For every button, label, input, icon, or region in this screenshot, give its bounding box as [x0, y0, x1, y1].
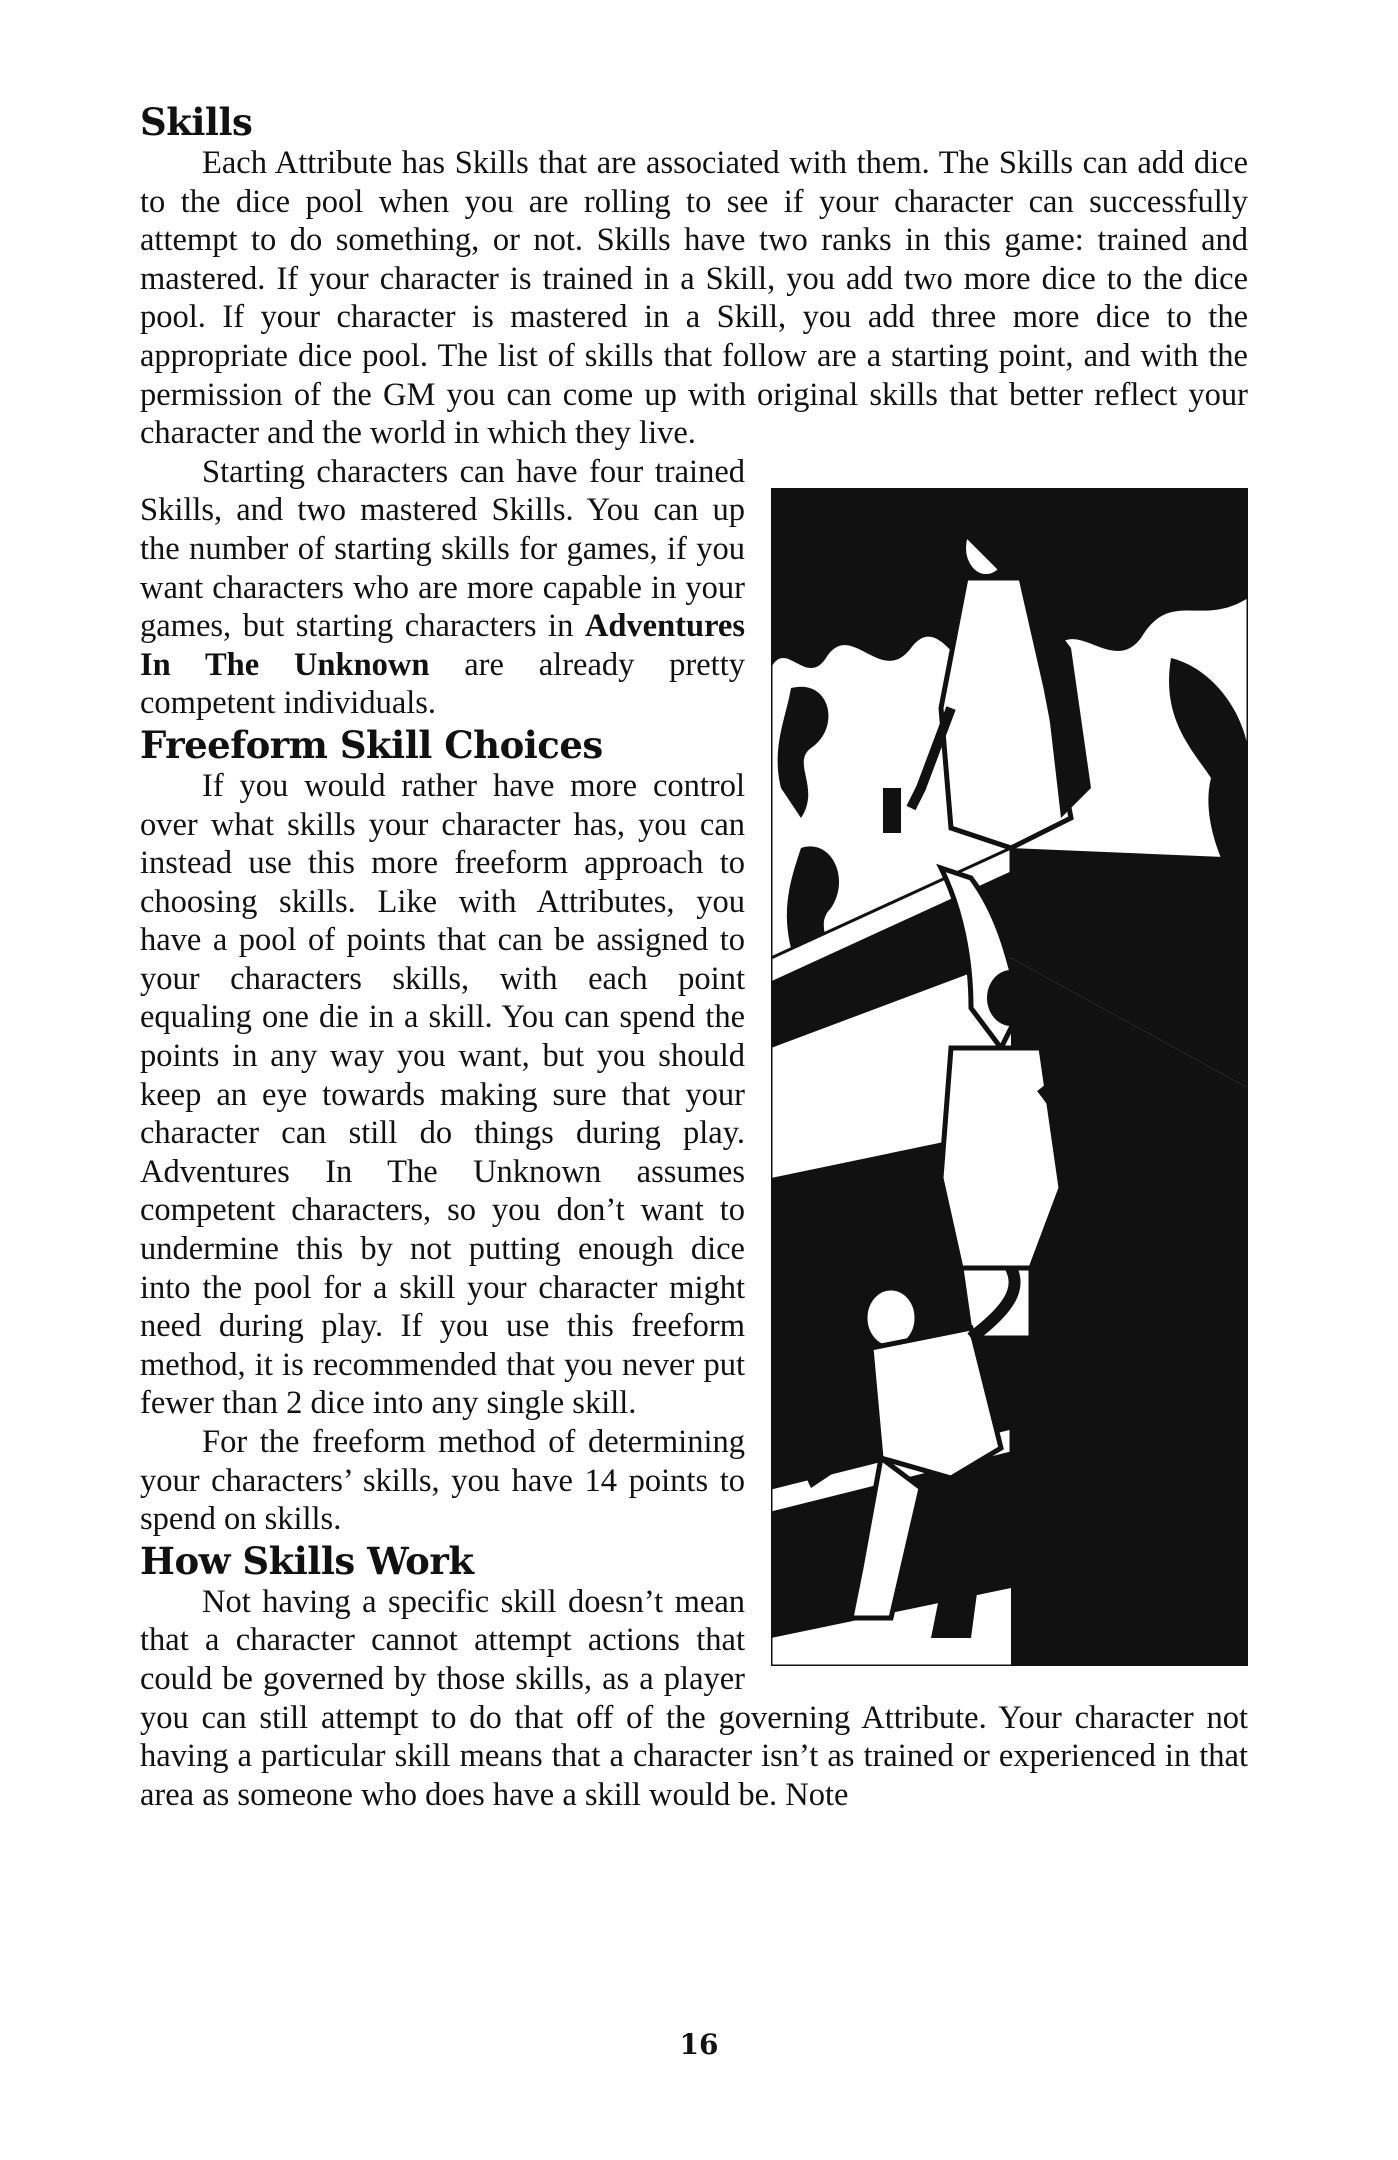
how-skills-work-paragraph: Not having a specific skill doesn’t mean that a character cannot attempt actions that could be governed by those skills, as a player you can still attempt to do that off of the governing Attribute. Your character not having a particular skill means that a character isn’t as trained or experienced in that area as someone who does have a skill would be. Note: [140, 1583, 1248, 1813]
freeform-paragraph-1: If you would rather have more control over what skills your character has, you can instead use this more freeform approach to choosing skills. Like with Attributes, you have a pool of points that can be assigned to your characters skills, with each point equaling one die in a skill. You can spend the points in any way you want, but you should keep an eye towards making sure that your character can still do things during play. Adventures In The Unknown assumes competent characters, so you don’t want to undermine this by not putting enough dice into the pool for a skill your character might need during play. If you use this freeform method, it is recommended that you never put fewer than 2 dice into any single skill.: [140, 767, 745, 1422]
heading-how-skills-work: How Skills Work: [140, 1538, 474, 1583]
page-content: [140, 100, 1248, 1814]
freeform-paragraph-2: For the freeform method of determining your characters’ skills, you have 14 points to spend on skills.: [140, 1424, 745, 1538]
game-title-bold: Adventures In The Unknown: [140, 608, 745, 683]
heading-skills: Skills: [140, 100, 253, 144]
illustration-climbers: [771, 488, 1248, 1666]
page-number: 16: [679, 2028, 719, 2061]
skills-paragraph-1: Each Attribute has Skills that are associated with them. The Skills can add dice to the dice pool when you are rolling to see if your character can successfully attempt to do something, or not. Skills have two ranks in this game: trained and mastered. If your character is trained in a Skill, you add two more dice to the dice pool. If your character is mastered in a Skill, you add three more dice to the appropriate dice pool. The list of skills that follow are a starting point, and with the permission of the GM you can come up with original skills that better reflect your character and the world in which they live.: [140, 145, 1248, 452]
skills-paragraph-2-text-a: Starting characters can have four trained Skills, and two mastered Skills. You can up the number of starting skills for games, if you want characters who are more capable in your games, but starting characters in: [140, 453, 745, 645]
skills-paragraph-2-text-b: are already pretty competent individuals.: [140, 646, 745, 722]
heading-freeform-skill-choices: Freeform Skill Choices: [140, 722, 603, 767]
